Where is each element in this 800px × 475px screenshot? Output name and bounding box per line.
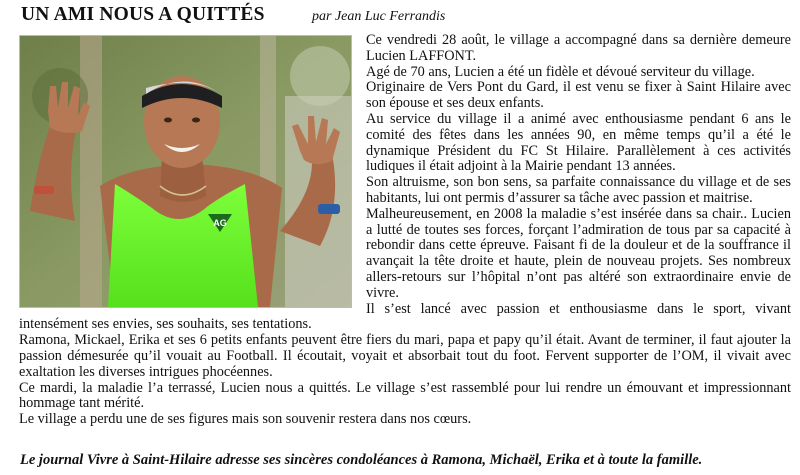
paragraph: Le village a perdu une de ses figures mais son souvenir restera dans nos cœurs. <box>19 411 472 428</box>
paragraph: Au service du village il a animé avec enthousiasme pendant 6 ans le comité des fêtes dans les années 90, en même temps qu’il a été le dynamique Président du FC St Hilaire. Parallèlement à ces activités ludiques il était adjoint à la Mairie pendant 13 années. <box>366 110 791 175</box>
paragraph: Ramona, Mickael, Erika et ses 6 petits enfants peuvent être fiers du mari, papa et papy qu’il était. Avant de terminer, il faut ajouter la passion démesurée qu’il vouait au Football. Il écoutait, voyait et absorbait tout du foot. Fervent supporter de l’OM, il vivait avec exaltation les diverses intrigues phocéennes. <box>19 332 791 380</box>
paragraph: Originaire de Vers Pont du Gard, il est venu se fixer à Saint Hilaire avec son épouse et ses deux enfants. <box>366 79 791 112</box>
paragraph: Son altruisme, son bon sens, sa parfaite connaissance du village et de ses habitants, lui ont permis d’assurer sa tâche avec passion et maitrise. <box>366 174 791 206</box>
article-byline: par Jean Luc Ferrandis <box>312 9 446 24</box>
article-headline: UN AMI NOUS A QUITTÉS <box>21 4 265 25</box>
paragraph: Ce mardi, la maladie l’a terrassé, Lucien nous a quittés. Le village s’est rassemblé pour lui rendre un émouvant et impressionnant hommage tant mérité. <box>19 379 791 412</box>
paragraph: Ce vendredi 28 août, le village a accompagné dans sa dernière demeure Lucien LAFFONT. <box>366 32 791 64</box>
condolences-footer: Le journal Vivre à Saint-Hilaire adresse ses sincères condoléances à Ramona, Michaël, Erika et à toute la famille. <box>20 452 703 468</box>
article-body <box>19 33 791 428</box>
paragraph: Il s’est lancé avec passion et enthousiasme dans le sport, vivant intensément ses envies, ses souhaits, ses tentations. <box>19 300 791 333</box>
paragraph: Malheureusement, en 2008 la maladie s’est insérée dans sa chair.. Lucien a lutté de toutes ses forces, forçant l’admiration de tous par sa capacité à rebondir dans cette épreuve. Faisant fi de la douleur et de la souffrance il avançait la tête droite et haute, plein de nouveau projets. Ses nombreux allers-retours sur l’hôpital n’ont pas altéré son extraordinaire envie de vivre. <box>366 205 791 301</box>
paragraph: Agé de 70 ans, Lucien a été un fidèle et dévoué serviteur du village. <box>366 63 755 80</box>
jersey-logo-text: AG <box>213 218 227 228</box>
portrait-photo <box>19 35 352 308</box>
